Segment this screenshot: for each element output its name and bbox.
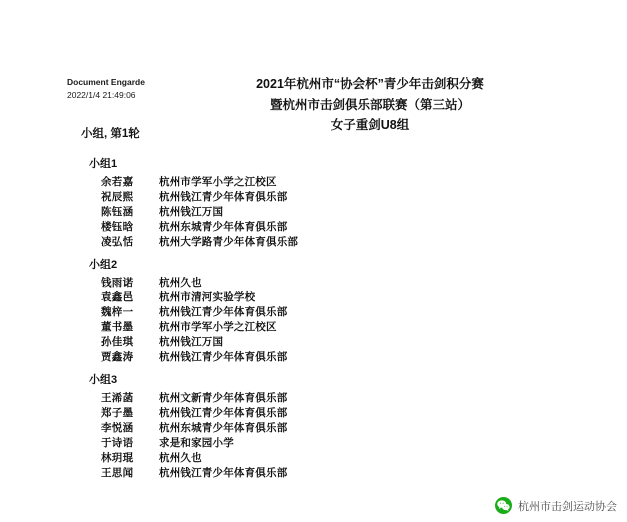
fencer-name: 董书墨 [101,321,134,334]
fencer-name: 王思闻 [101,466,134,479]
group-block [67,256,567,365]
roster-row [67,406,567,421]
roster-row [67,276,567,291]
fencer-name: 祝辰熙 [101,190,134,203]
fencer-club: 杭州文新青少年体育俱乐部 [159,391,288,404]
fencer-name: 陈钰涵 [101,205,134,218]
fencer-club: 求是和家园小学 [159,436,234,449]
fencer-club: 杭州大学路青少年体育俱乐部 [159,235,299,248]
roster-row [67,421,567,436]
publisher-badge[interactable] [495,497,617,514]
fencer-club: 杭州钱江青少年体育俱乐部 [159,406,288,419]
round-heading: 小组, 第1轮 [81,128,140,140]
fencer-name: 李悦涵 [101,421,134,434]
fencer-club: 杭州钱江青少年体育俱乐部 [159,306,288,319]
fencer-name: 王浠菡 [101,391,134,404]
fencer-name: 魏梓一 [101,306,134,319]
fencer-name: 于诗语 [101,436,134,449]
roster-row [67,350,567,365]
document-body [67,125,567,486]
title-line-3: 女子重剑U8组 [330,118,410,133]
document-meta-timestamp: 2022/1/4 21:49:06 [67,89,136,100]
roster-row [67,466,567,481]
fencer-name: 凌弘恬 [101,235,134,248]
document-meta-label: Document Engarde [67,77,145,87]
fencer-club: 杭州东城青少年体育俱乐部 [159,421,288,434]
fencer-name: 贾鑫涛 [101,351,134,364]
group-title: 小组3 [89,373,118,386]
roster-row [67,190,567,205]
fencer-club: 杭州久也 [159,451,202,464]
roster-row [67,290,567,305]
group-block [67,371,567,480]
fencer-name: 钱雨诺 [101,276,134,289]
publisher-name: 杭州市击剑运动协会 [518,500,617,513]
group-roster [67,175,567,250]
roster-row [67,320,567,335]
fencer-club: 杭州市清河实验学校 [159,291,256,304]
roster-row [67,305,567,320]
fencer-club: 杭州市学军小学之江校区 [159,321,277,334]
fencer-club: 杭州市学军小学之江校区 [159,176,277,188]
roster-row [67,220,567,235]
fencer-name: 楼钰晗 [101,220,134,233]
fencer-name: 袁鑫邑 [101,291,134,304]
roster-row [67,391,567,406]
title-line-2: 暨杭州市击剑俱乐部联赛（第三站） [269,97,470,112]
roster-row [67,175,567,190]
fencer-club: 杭州久也 [159,276,202,289]
fencer-club: 杭州钱江青少年体育俱乐部 [159,190,288,203]
fencer-name: 林玥琨 [101,451,134,464]
roster-row [67,436,567,451]
roster-row [67,205,567,220]
roster-row [67,235,567,250]
group-roster [67,391,567,480]
title-line-1: 2021年杭州市“协会杯”青少年击剑积分赛 [256,77,484,91]
fencer-club: 杭州钱江青少年体育俱乐部 [159,351,288,364]
fencer-name: 孙佳琪 [101,336,134,349]
roster-row [67,451,567,466]
fencer-name: 郑子墨 [101,406,134,419]
fencer-club: 杭州钱江青少年体育俱乐部 [159,466,288,479]
group-title: 小组1 [89,158,118,170]
fencer-club: 杭州钱江万国 [159,205,224,218]
group-block [67,155,567,250]
roster-row [67,335,567,350]
fencer-club: 杭州钱江万国 [159,336,224,349]
document-meta [67,76,207,102]
group-roster [67,276,567,365]
wechat-icon [495,497,512,514]
fencer-club: 杭州东城青少年体育俱乐部 [159,220,288,233]
fencer-name: 余若嘉 [101,176,134,188]
group-title: 小组2 [89,258,118,271]
